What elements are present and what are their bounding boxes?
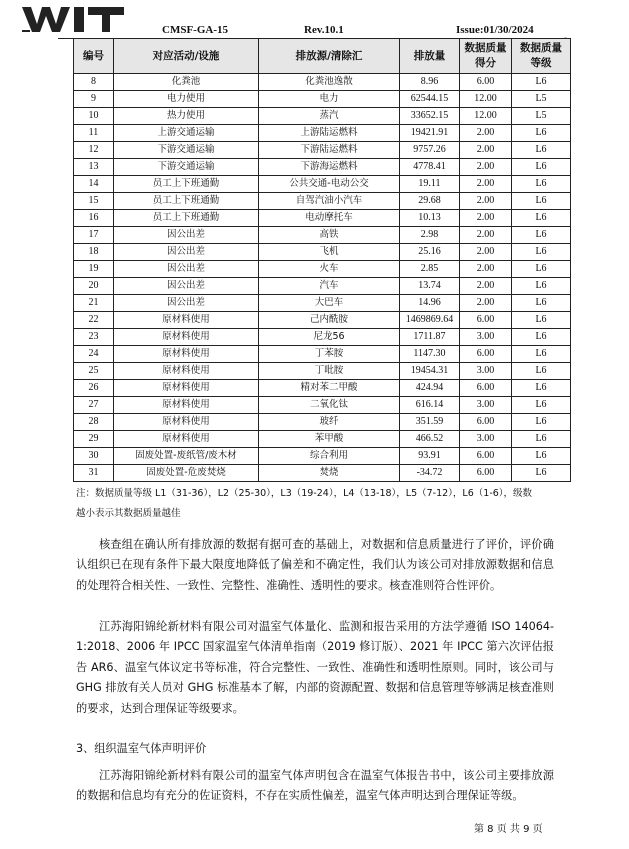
table-row [74, 91, 571, 108]
cell-quality-level: L6 [512, 414, 571, 431]
cell-activity: 原材料使用 [114, 431, 259, 448]
cell-quality-level: L6 [512, 176, 571, 193]
cell-quality-level: L6 [512, 261, 571, 278]
cell-number: 13 [74, 159, 114, 176]
cell-quality-score: 6.00 [460, 312, 512, 329]
col-header-source: 排放源/清除汇 [259, 39, 400, 74]
paragraph-methodology: 江苏海阳锦纶新材料有限公司对温室气体量化、监测和报告采用的方法学遵循 ISO 14064-1:2018、2006 年 IPCC 国家温室气体清单指南（2019 修订版）、2021 年 IPCC 第六次评估报告 AR6、温室气体议定书等标准，符合完整性、一致性、准确性和透明性原则。同时，该公司与 GHG 排放有关人员对 GHG 标准基本了解，内部的资源配置、数据和信息管理等够满足核查准则的要求，达到合理保证等级要求。 [76, 620, 554, 715]
cell-amount: 25.16 [400, 244, 460, 261]
cell-number: 27 [74, 397, 114, 414]
cell-source: 精对苯二甲酸 [259, 380, 400, 397]
cell-source: 综合利用 [259, 448, 400, 465]
cell-number: 15 [74, 193, 114, 210]
cell-amount: 19421.91 [400, 125, 460, 142]
cell-number: 20 [74, 278, 114, 295]
cell-source: 丁苯胺 [259, 346, 400, 363]
cell-amount: 93.91 [400, 448, 460, 465]
cell-activity: 下游交通运输 [114, 142, 259, 159]
cell-source: 下游海运燃料 [259, 159, 400, 176]
cell-amount: 13.74 [400, 278, 460, 295]
cell-amount: 351.59 [400, 414, 460, 431]
cell-source: 火车 [259, 261, 400, 278]
cell-quality-score: 3.00 [460, 363, 512, 380]
col-header-quality-score: 数据质量得分 [460, 39, 512, 74]
cell-number: 31 [74, 465, 114, 482]
cell-quality-score: 2.00 [460, 125, 512, 142]
cell-quality-score: 2.00 [460, 227, 512, 244]
cell-quality-level: L6 [512, 125, 571, 142]
table-row [74, 261, 571, 278]
cell-quality-level: L6 [512, 329, 571, 346]
paragraph-data-quality: 核查组在确认所有排放源的数据有据可查的基础上，对数据和信息质量进行了评价，评价确认组织已在现有条件下最大限度地降低了偏差和不确定性，我们认为该公司对排放源数据和信息的处理符合相关性、一致性、完整性、准确性、透明性的要求。核查准则符合性评价。 [76, 538, 554, 592]
cell-quality-score: 2.00 [460, 244, 512, 261]
cell-quality-level: L6 [512, 142, 571, 159]
table-row [74, 346, 571, 363]
cell-amount: 29.68 [400, 193, 460, 210]
cell-amount: 424.94 [400, 380, 460, 397]
section-heading-3: 3、组织温室气体声明评价 [76, 742, 207, 755]
cell-quality-score: 3.00 [460, 431, 512, 448]
cell-activity: 原材料使用 [114, 397, 259, 414]
table-row [74, 227, 571, 244]
cell-amount: 1147.30 [400, 346, 460, 363]
cell-quality-score: 6.00 [460, 74, 512, 91]
cell-source: 尼龙56 [259, 329, 400, 346]
col-header-quality-level: 数据质量等级 [512, 39, 571, 74]
cell-number: 26 [74, 380, 114, 397]
cell-quality-level: L6 [512, 397, 571, 414]
cell-source: 下游陆运燃料 [259, 142, 400, 159]
table-row [74, 380, 571, 397]
table-row [74, 465, 571, 482]
cell-quality-level: L6 [512, 193, 571, 210]
cell-number: 8 [74, 74, 114, 91]
cell-quality-score: 3.00 [460, 329, 512, 346]
cell-activity: 原材料使用 [114, 329, 259, 346]
table-row [74, 244, 571, 261]
cell-quality-level: L5 [512, 108, 571, 125]
revision-number: Rev.10.1 [304, 24, 344, 36]
cell-activity: 热力使用 [114, 108, 259, 125]
cell-activity: 下游交通运输 [114, 159, 259, 176]
cell-quality-score: 2.00 [460, 159, 512, 176]
table-row [74, 159, 571, 176]
cell-quality-score: 2.00 [460, 193, 512, 210]
table-row [74, 295, 571, 312]
table-row [74, 278, 571, 295]
cell-number: 14 [74, 176, 114, 193]
cell-quality-level: L6 [512, 210, 571, 227]
cell-quality-level: L6 [512, 159, 571, 176]
cell-amount: 10.13 [400, 210, 460, 227]
cell-activity: 员工上下班通勤 [114, 176, 259, 193]
table-body [74, 74, 571, 482]
cell-activity: 固废处置-危废焚烧 [114, 465, 259, 482]
cell-amount: 33652.15 [400, 108, 460, 125]
cell-quality-level: L6 [512, 346, 571, 363]
cell-source: 焚烧 [259, 465, 400, 482]
cell-quality-score: 2.00 [460, 210, 512, 227]
table-row [74, 193, 571, 210]
cell-number: 30 [74, 448, 114, 465]
cell-source: 二氧化钛 [259, 397, 400, 414]
cell-activity: 化粪池 [114, 74, 259, 91]
table-row [74, 363, 571, 380]
cell-source: 飞机 [259, 244, 400, 261]
table-row [74, 397, 571, 414]
cell-number: 25 [74, 363, 114, 380]
cell-quality-score: 2.00 [460, 261, 512, 278]
cell-number: 10 [74, 108, 114, 125]
cell-quality-score: 6.00 [460, 414, 512, 431]
table-row [74, 74, 571, 91]
cell-quality-level: L6 [512, 74, 571, 91]
cell-amount: 62544.15 [400, 91, 460, 108]
cell-source: 玻纤 [259, 414, 400, 431]
cell-quality-level: L5 [512, 91, 571, 108]
cell-quality-level: L6 [512, 465, 571, 482]
cell-source: 电力 [259, 91, 400, 108]
cell-quality-score: 12.00 [460, 91, 512, 108]
cell-quality-level: L6 [512, 312, 571, 329]
cell-amount: 1711.87 [400, 329, 460, 346]
table-row [74, 312, 571, 329]
cell-source: 自驾汽油小汽车 [259, 193, 400, 210]
cell-activity: 原材料使用 [114, 363, 259, 380]
table-row [74, 125, 571, 142]
cell-quality-level: L6 [512, 244, 571, 261]
table-header-row [74, 39, 571, 74]
paragraph-ghg-statement: 江苏海阳锦纶新材料有限公司的温室气体声明包含在温室气体报告书中，该公司主要排放源的数据和信息均有充分的佐证资料，不存在实质性偏差，温室气体声明达到合理保证等级。 [76, 769, 554, 803]
cell-quality-level: L6 [512, 431, 571, 448]
cell-quality-level: L6 [512, 295, 571, 312]
cell-quality-level: L6 [512, 227, 571, 244]
table-row [74, 431, 571, 448]
table-row [74, 414, 571, 431]
cell-amount: 466.52 [400, 431, 460, 448]
page-header [0, 0, 629, 40]
cell-quality-score: 12.00 [460, 108, 512, 125]
note-line-2: 越小表示其数据质量越佳 [76, 508, 181, 519]
cell-activity: 员工上下班通勤 [114, 193, 259, 210]
cell-number: 9 [74, 91, 114, 108]
cell-number: 24 [74, 346, 114, 363]
cell-source: 汽车 [259, 278, 400, 295]
issue-date: Issue:01/30/2024 [456, 24, 534, 36]
cell-source: 公共交通-电动公交 [259, 176, 400, 193]
cell-number: 19 [74, 261, 114, 278]
cell-activity: 固废处置-废纸管/废木材 [114, 448, 259, 465]
cell-source: 化粪池逸散 [259, 74, 400, 91]
cell-quality-score: 6.00 [460, 465, 512, 482]
table-row [74, 448, 571, 465]
cell-activity: 原材料使用 [114, 312, 259, 329]
cell-quality-level: L6 [512, 448, 571, 465]
cell-activity: 原材料使用 [114, 346, 259, 363]
cell-amount: 2.85 [400, 261, 460, 278]
cell-source: 大巴车 [259, 295, 400, 312]
cell-number: 11 [74, 125, 114, 142]
cell-source: 己内酰胺 [259, 312, 400, 329]
cell-number: 18 [74, 244, 114, 261]
cell-source: 蒸汽 [259, 108, 400, 125]
cell-activity: 因公出差 [114, 244, 259, 261]
cell-number: 22 [74, 312, 114, 329]
cell-activity: 上游交通运输 [114, 125, 259, 142]
cell-number: 17 [74, 227, 114, 244]
cell-quality-score: 2.00 [460, 142, 512, 159]
cell-number: 12 [74, 142, 114, 159]
table-row [74, 176, 571, 193]
cell-number: 29 [74, 431, 114, 448]
cell-activity: 因公出差 [114, 261, 259, 278]
page-number: 第 8 页 共 9 页 [474, 824, 543, 835]
col-header-amount: 排放量 [400, 39, 460, 74]
cell-quality-score: 6.00 [460, 380, 512, 397]
cell-quality-score: 6.00 [460, 346, 512, 363]
cell-amount: 616.14 [400, 397, 460, 414]
cell-amount: 1469869.64 [400, 312, 460, 329]
cell-activity: 因公出差 [114, 227, 259, 244]
cell-source: 上游陆运燃料 [259, 125, 400, 142]
cell-activity: 员工上下班通勤 [114, 210, 259, 227]
cell-number: 28 [74, 414, 114, 431]
cell-activity: 原材料使用 [114, 380, 259, 397]
note-line-1: 注：数据质量等级 L1（31-36），L2（25-30），L3（19-24），L4（13-18），L5（7-12），L6（1-6），级数 [76, 488, 533, 499]
cell-amount: 9757.26 [400, 142, 460, 159]
table-row [74, 210, 571, 227]
cell-source: 苯甲酸 [259, 431, 400, 448]
company-logo [20, 4, 152, 34]
table-row [74, 108, 571, 125]
cell-quality-level: L6 [512, 278, 571, 295]
table-note [76, 484, 566, 524]
cell-quality-score: 2.00 [460, 295, 512, 312]
cell-quality-score: 2.00 [460, 176, 512, 193]
cell-activity: 因公出差 [114, 278, 259, 295]
cell-number: 21 [74, 295, 114, 312]
cell-source: 丁吡胺 [259, 363, 400, 380]
cell-amount: 8.96 [400, 74, 460, 91]
cell-number: 16 [74, 210, 114, 227]
cell-source: 电动摩托车 [259, 210, 400, 227]
cell-quality-level: L6 [512, 380, 571, 397]
cell-amount: 19454.31 [400, 363, 460, 380]
col-header-number: 编号 [74, 39, 114, 74]
cell-number: 23 [74, 329, 114, 346]
cell-source: 高铁 [259, 227, 400, 244]
cell-amount: 19.11 [400, 176, 460, 193]
cell-amount: 4778.41 [400, 159, 460, 176]
cell-quality-score: 3.00 [460, 397, 512, 414]
cell-activity: 因公出差 [114, 295, 259, 312]
emission-data-table [73, 38, 571, 482]
cell-quality-score: 6.00 [460, 448, 512, 465]
col-header-activity: 对应活动/设施 [114, 39, 259, 74]
table-row [74, 142, 571, 159]
cell-amount: 2.98 [400, 227, 460, 244]
cell-activity: 原材料使用 [114, 414, 259, 431]
table-row [74, 329, 571, 346]
cell-quality-score: 2.00 [460, 278, 512, 295]
document-code: CMSF-GA-15 [162, 24, 228, 36]
cell-activity: 电力使用 [114, 91, 259, 108]
cell-amount: -34.72 [400, 465, 460, 482]
cell-amount: 14.96 [400, 295, 460, 312]
cell-quality-level: L6 [512, 363, 571, 380]
